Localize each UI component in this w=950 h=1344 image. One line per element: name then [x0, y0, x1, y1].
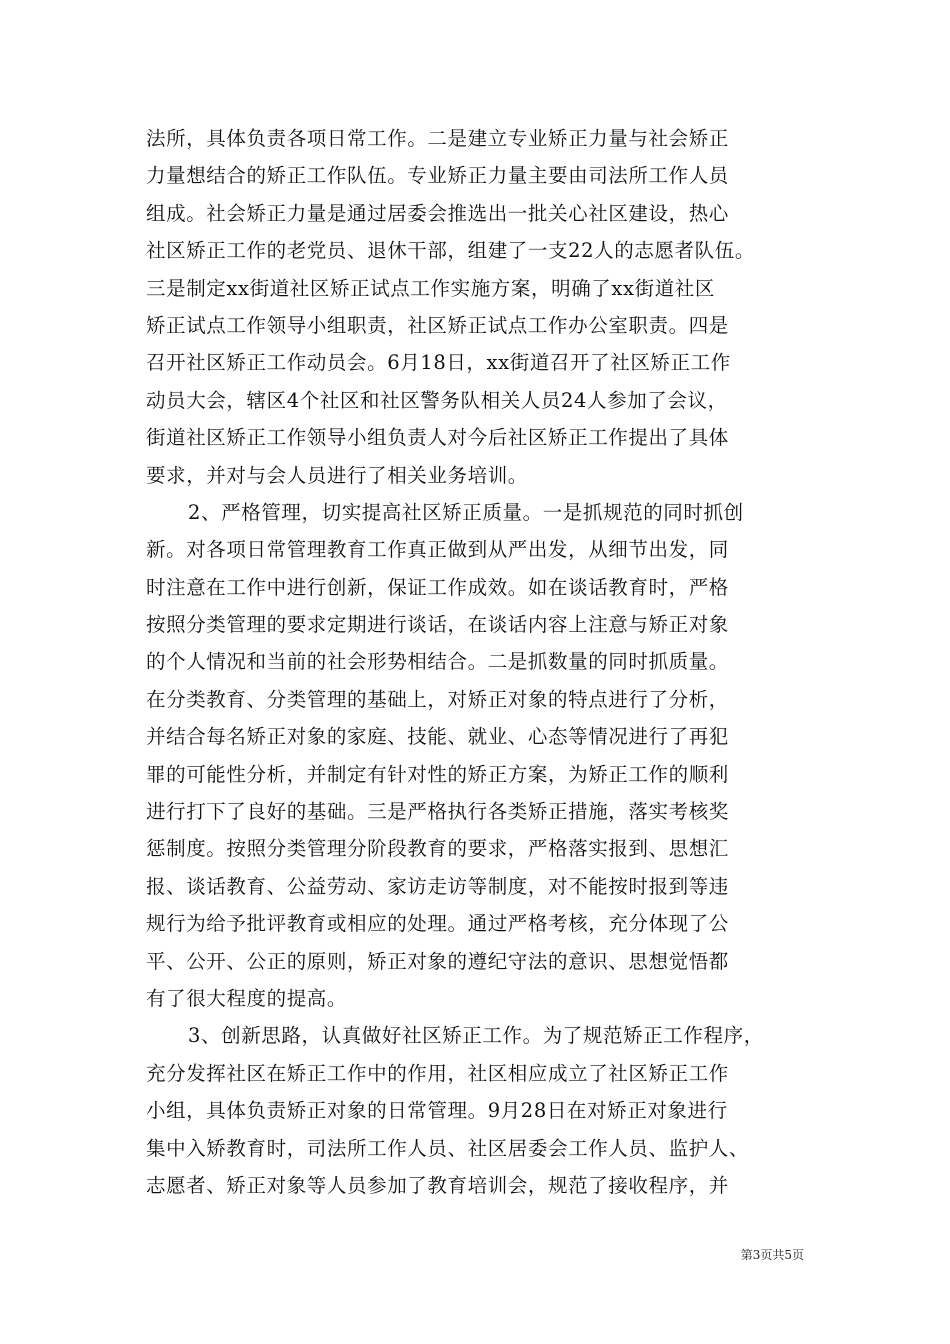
- text-line: 的个人情况和当前的社会形势相结合。二是抓数量的同时抓质量。: [146, 650, 729, 674]
- text-line: 组成。社会矫正力量是通过居委会推选出一批关心社区建设，热心: [146, 201, 729, 225]
- text-line: 在分类教育、分类管理的基础上，对矫正对象的特点进行了分析，: [146, 687, 729, 711]
- text-line: 并结合每名矫正对象的家庭、技能、就业、心态等情况进行了再犯: [146, 725, 729, 749]
- text-line: 社区矫正工作的老党员、退休干部，组建了一支22人的志愿者队伍。: [146, 239, 755, 263]
- text-line: 时注意在工作中进行创新，保证工作成效。如在谈话教育时，严格: [146, 575, 729, 599]
- text-line: 惩制度。按照分类管理分阶段教育的要求，严格落实报到、思想汇: [146, 837, 729, 861]
- text-line: 志愿者、矫正对象等人员参加了教育培训会，规范了接收程序，并: [146, 1173, 729, 1197]
- text-line: 充分发挥社区在矫正工作中的作用，社区相应成立了社区矫正工作: [146, 1061, 729, 1085]
- text-line: 召开社区矫正工作动员会。6月18日，xx街道召开了社区矫正工作: [146, 351, 731, 375]
- text-line: 新。对各项日常管理教育工作真正做到从严出发，从细节出发，同: [146, 538, 729, 562]
- text-line: 有了很大程度的提高。: [146, 986, 348, 1010]
- text-line: 按照分类管理的要求定期进行谈话，在谈话内容上注意与矫正对象: [146, 613, 729, 637]
- text-line: 罪的可能性分析，并制定有针对性的矫正方案，为矫正工作的顺利: [146, 762, 729, 786]
- text-line: 报、谈话教育、公益劳动、家访走访等制度，对不能按时报到等违: [146, 874, 729, 898]
- text-line: 力量想结合的矫正工作队伍。专业矫正力量主要由司法所工作人员: [146, 164, 729, 188]
- text-line: 进行打下了良好的基础。三是严格执行各类矫正措施，落实考核奖: [146, 800, 729, 824]
- text-line: 矫正试点工作领导小组职责，社区矫正试点工作办公室职责。四是: [146, 313, 729, 337]
- paragraph-start-line: 3、创新思路，认真做好社区矫正工作。为了规范矫正工作程序，: [188, 1024, 764, 1048]
- text-line: 动员大会，辖区4个社区和社区警务队相关人员24人参加了会议，: [146, 388, 728, 412]
- text-line: 小组，具体负责矫正对象的日常管理。9月28日在对矫正对象进行: [146, 1099, 728, 1123]
- page-number-footer: 第3页共5页: [740, 1248, 804, 1262]
- text-line: 集中入矫教育时，司法所工作人员、社区居委会工作人员、监护人、: [146, 1136, 750, 1160]
- body-text: [146, 120, 816, 1204]
- text-line: 要求，并对与会人员进行了相关业务培训。: [146, 463, 528, 487]
- text-line: 规行为给予批评教育或相应的处理。通过严格考核，充分体现了公: [146, 912, 729, 936]
- text-line: 街道社区矫正工作领导小组负责人对今后社区矫正工作提出了具体: [146, 426, 729, 450]
- text-line: 平、公开、公正的原则，矫正对象的遵纪守法的意识、思想觉悟都: [146, 949, 729, 973]
- text-line: 法所，具体负责各项日常工作。二是建立专业矫正力量与社会矫正: [146, 127, 729, 150]
- text-line: 三是制定xx街道社区矫正试点工作实施方案，明确了xx街道社区: [146, 276, 715, 300]
- paragraph-start-line: 2、严格管理，切实提高社区矫正质量。一是抓规范的同时抓创: [188, 500, 744, 524]
